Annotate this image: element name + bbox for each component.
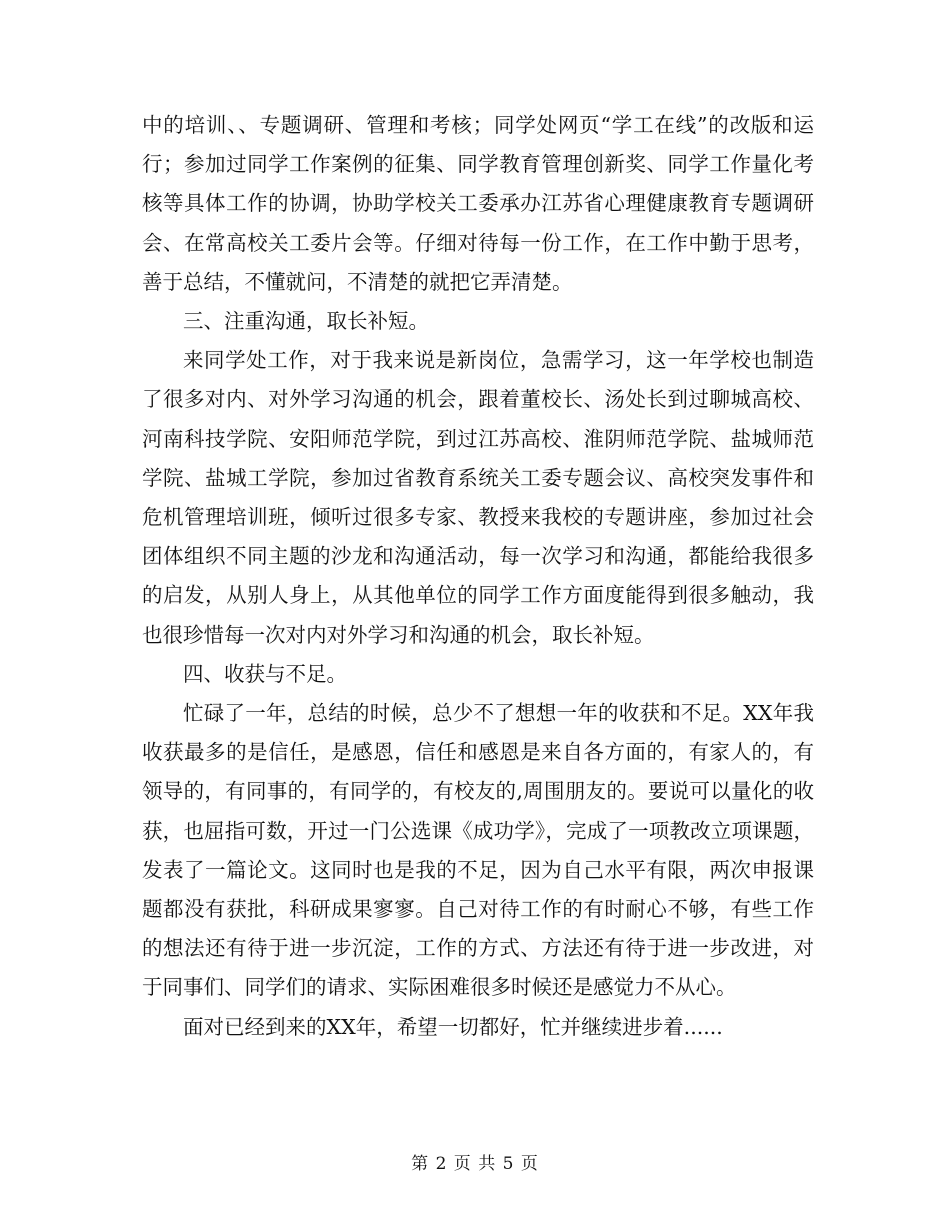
document-body xyxy=(142,106,814,1047)
paragraph-communication: 来同学处工作，对于我来说是新岗位，急需学习，这一年学校也制造了很多对内、对外学习沟通的机会，跟着董校长、汤处长到过聊城高校、河南科技学院、安阳师范学院，到过江苏高校、淮阴师范学院、盐城师范学院、盐城工学院，参加过省教育系统关工委专题会议、高校突发事件和危机管理培训班，倾听过很多专家、教授来我校的专题讲座，参加过社会团体组织不同主题的沙龙和沟通活动，每一次学习和沟通，都能给我很多的启发，从别人身上，从其他单位的同学工作方面度能得到很多触动，我也很珍惜每一次对内对外学习和沟通的机会，取长补短。 xyxy=(142,348,814,647)
section-heading-communication: 三、注重沟通，取长补短。 xyxy=(183,309,429,334)
section-heading-gains-shortcomings: 四、收获与不足。 xyxy=(183,661,347,686)
paragraph-work-details: 中的培训、、专题调研、管理和考核；同学处网页“学工在线”的改版和运行；参加过同学工作案例的征集、同学教育管理创新奖、同学工作量化考核等具体工作的协调，协助学校关工委承办江苏省心理健康教育专题调研会、在常高校关工委片会等。仔细对待每一份工作，在工作中勤于思考，善于总结，不懂就问，不清楚的就把它弄清楚。 xyxy=(142,113,814,294)
paragraph-gains-shortcomings: 忙碌了一年，总结的时候，总少不了想想一年的收获和不足。XX年我收获最多的是信任，是感恩，信任和感恩是来自各方面的，有家人的，有领导的，有同事的，有同学的，有校友的,周围朋友的。要说可以量化的收获，也屈指可数，开过一门公选课《成功学》，完成了一项教改立项课题，发表了一篇论文。这同时也是我的不足，因为自己水平有限，两次申报课题都没有获批，科研成果寥寥。自己对待工作的有时耐心不够，有些工作的想法还有待于进一步沉淀，工作的方式、方法还有待于进一步改进，对于同事们、同学们的请求、实际困难很多时候还是感觉力不从心。 xyxy=(142,701,814,1000)
paragraph-closing: 面对已经到来的XX年，希望一切都好，忙并继续进步着...... xyxy=(183,1014,723,1039)
page-footer: 第 2 页 共 5 页 xyxy=(411,1154,539,1174)
